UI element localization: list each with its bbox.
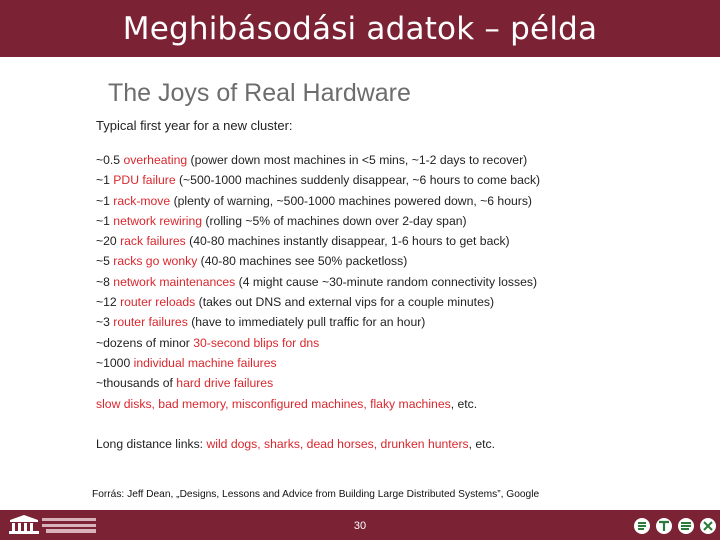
department-logo-icons [632, 514, 718, 538]
failure-item-machine-failures [96, 355, 540, 375]
item-highlight: network maintenances [113, 274, 236, 289]
university-logo [4, 513, 104, 537]
item-suffix: (plenty of warning, ~500-1000 machines powered down, ~6 hours) [170, 193, 532, 208]
source-citation: Forrás: Jeff Dean, „Designs, Lessons and Advice from Building Large Distributed Systems”, Google [92, 489, 540, 500]
long-distance-highlight: wild dogs, sharks, dead horses, drunken hunters [206, 437, 469, 451]
item-suffix: (rolling ~5% of machines down over 2-day span) [202, 213, 467, 228]
item-suffix: (40-80 machines see 50% packetloss) [197, 254, 408, 269]
item-highlight: network rewiring [113, 213, 203, 228]
item-highlight: rack failures [120, 234, 186, 249]
failure-item-overheating [96, 152, 540, 172]
failure-list [96, 152, 540, 416]
item-suffix: (power down most machines in <5 mins, ~1-2 days to recover) [187, 153, 528, 167]
failure-item-network-maintenances [96, 274, 540, 294]
item-suffix: (40-80 machines instantly disappear, 1-6 hours to get back) [185, 234, 510, 249]
item-prefix: ~0.5 [96, 153, 124, 167]
item-highlight: racks go wonky [113, 254, 198, 269]
failure-item-racks-wonky [96, 253, 540, 273]
failure-item-pdu [96, 172, 540, 192]
footer-bar [0, 510, 720, 540]
item-highlight: PDU failure [113, 173, 176, 188]
failure-item-router-reloads [96, 294, 540, 314]
item-highlight: slow disks, bad memory, misconfigured machines, flaky machines [96, 396, 451, 411]
failure-item-rack-failures [96, 233, 540, 253]
failure-item-hard-drive-failures [96, 375, 540, 395]
item-suffix: (4 might cause ~30-minute random connectivity losses) [235, 274, 538, 289]
item-prefix: ~3 [96, 315, 114, 330]
item-prefix: ~1000 [96, 355, 134, 370]
item-suffix: , etc. [450, 396, 478, 411]
item-prefix: ~12 [96, 295, 121, 310]
long-distance-prefix: Long distance links: [96, 437, 207, 451]
item-prefix: ~1 [96, 193, 114, 208]
failure-item-network-rewiring [96, 213, 540, 233]
item-suffix: (takes out DNS and external vips for a couple minutes) [195, 295, 495, 310]
long-distance-links [96, 436, 495, 453]
item-prefix: ~5 [96, 254, 114, 269]
item-prefix: ~thousands of [96, 376, 177, 391]
item-highlight: router failures [113, 315, 188, 330]
item-highlight: individual machine failures [133, 355, 277, 370]
item-highlight: overheating [123, 153, 188, 167]
slide-title: Meghibásodási adatok – példa [122, 11, 598, 47]
item-highlight: rack-move [113, 193, 171, 208]
item-highlight: 30-second blips for dns [193, 335, 320, 350]
item-suffix: (have to immediately pull traffic for an hour) [187, 315, 426, 330]
item-highlight: router reloads [120, 295, 196, 310]
item-prefix: ~20 [96, 234, 121, 249]
item-prefix: ~dozens of minor [96, 335, 194, 350]
item-prefix: ~8 [96, 274, 114, 289]
item-prefix: ~1 [96, 213, 114, 228]
failure-item-rack-move [96, 193, 540, 213]
failure-item-dns-blips [96, 335, 540, 355]
page-number: 30 [353, 520, 367, 532]
long-distance-suffix: , etc. [468, 437, 496, 451]
item-highlight: hard drive failures [176, 376, 274, 391]
failure-item-slow-disks [96, 396, 540, 416]
item-prefix: ~1 [96, 173, 114, 188]
image-intro: Typical first year for a new cluster: [96, 118, 293, 133]
image-title: The Joys of Real Hardware [108, 79, 411, 107]
item-suffix: (~500-1000 machines suddenly disappear, ~6 hours to come back) [175, 173, 541, 188]
failure-item-router-failures [96, 314, 540, 334]
